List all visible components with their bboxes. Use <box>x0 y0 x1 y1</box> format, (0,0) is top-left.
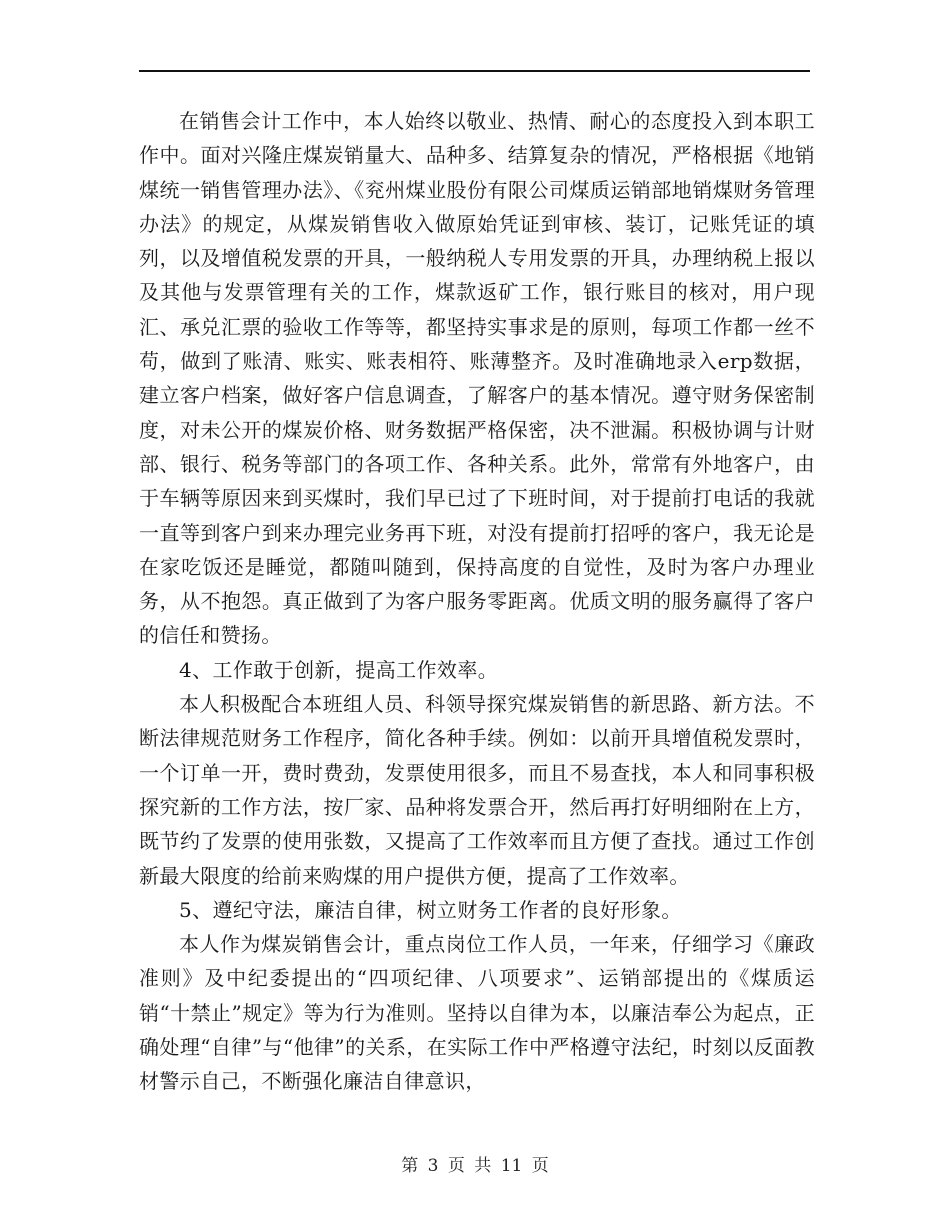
paragraph-innovation: 本人积极配合本班组人员、科领导探究煤炭销售的新思路、新方法。不断法律规范财务工作程序，简化各种手续。例如：以前开具增值税发票时，一个订单一开，费时费劲，发票使用很多，而且不易查找，本人和同事积极探究新的工作方法，按厂家、品种将发票合开，然后再打好明细附在上方，既节约了发票的使用张数，又提高了工作效率而且方便了查找。通过工作创新最大限度的给前来购煤的用户提供方便，提高了工作效率。 <box>139 692 815 888</box>
header-rule <box>139 70 810 72</box>
page-number: 第 3 页 共 11 页 <box>401 1156 549 1176</box>
document-body <box>139 104 815 1099</box>
paragraph-sales-accounting: 在销售会计工作中，本人始终以敬业、热情、耐心的态度投入到本职工作中。面对兴隆庄煤炭销量大、品种多、结算复杂的情况，严格根据《地销煤统一销售管理办法》、《兖州煤业股份有限公司煤质运销部地销煤财务管理办法》的规定，从煤炭销售收入做原始凭证到审核、装订，记账凭证的填列，以及增值税发票的开具，一般纳税人专用发票的开具，办理纳税上报以及其他与发票管理有关的工作，煤款返矿工作，银行账目的核对，用户现汇、承兑汇票的验收工作等等，都坚持实事求是的原则，每项工作都一丝不苟，做到了账清、账实、账表相符、账薄整齐。及时准确地录入erp数据，建立客户档案，做好客户信息调查，了解客户的基本情况。遵守财务保密制度，对未公开的煤炭价格、财务数据严格保密，决不泄漏。积极协调与计财部、银行、税务等部门的各项工作、各种关系。此外，常常有外地客户，由于车辆等原因来到买煤时，我们早已过了下班时间，对于提前打电话的我就一直等到客户到来办理完业务再下班，对没有提前打招呼的客户，我无论是在家吃饭还是睡觉，都随叫随到，保持高度的自觉性，及时为客户办理业务，从不抱怨。真正做到了为客户服务零距离。优质文明的服务赢得了客户的信任和赞扬。 <box>139 109 815 648</box>
paragraph-discipline: 本人作为煤炭销售会计，重点岗位工作人员，一年来，仔细学习《廉政准则》及中纪委提出的“四项纪律、八项要求”、运销部提出的《煤质运销“十禁止”规定》等为行为准则。坚持以自律为本，以廉洁奉公为起点，正确处理“自律”与“他律”的关系，在实际工作中严格遵守法纪，时刻以反面教材警示自己，不断强化廉洁自律意识， <box>139 932 815 1094</box>
heading-discipline: 5、遵纪守法，廉洁自律，树立财务工作者的良好形象。 <box>179 897 682 922</box>
heading-innovation: 4、工作敢于创新，提高工作效率。 <box>179 657 499 682</box>
